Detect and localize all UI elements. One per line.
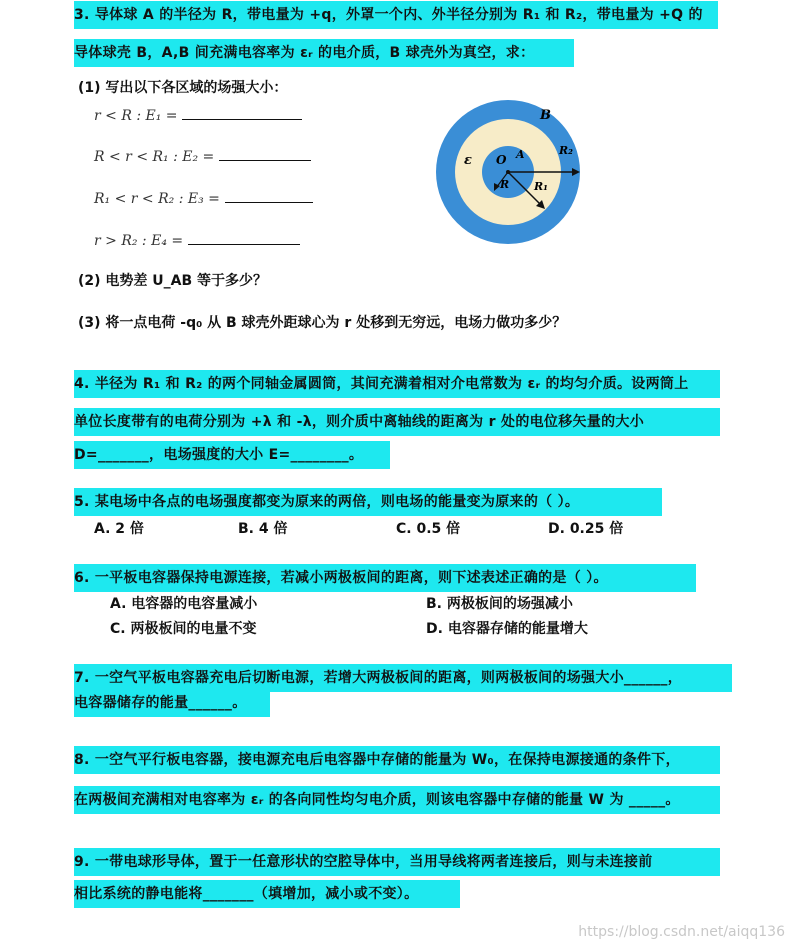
- answer-blank[interactable]: [219, 146, 311, 161]
- sphere-figure: [428, 92, 588, 252]
- q3-field-2: [94, 146, 311, 168]
- q3-field-1: [94, 105, 302, 127]
- q9-line2: 相比系统的静电能将_______（填增加，减小或不变）。: [74, 880, 460, 908]
- q5-option-d[interactable]: D. 0.25 倍: [548, 521, 624, 537]
- q7-line2: 电容器储存的能量______。: [74, 689, 270, 717]
- fig-label-R2: R₂: [559, 144, 573, 157]
- fig-label-O: O: [496, 153, 507, 167]
- q9-line1: 9. 一带电球形导体，置于一任意形状的空腔导体中，当用导线将两者连接后，则与未连接前: [74, 848, 720, 876]
- q3-field-1-label: r < R : E₁ =: [94, 108, 178, 124]
- q7-line1: 7. 一空气平板电容器充电后切断电源，若增大两极板间的距离，则两极板间的场强大小______，: [74, 664, 732, 692]
- q5-option-c[interactable]: C. 0.5 倍: [396, 521, 461, 537]
- answer-blank[interactable]: [225, 188, 313, 203]
- q4-line1: 4. 半径为 R₁ 和 R₂ 的两个同轴金属圆筒，其间充满着相对介电常数为 εᵣ 的均匀介质。设两筒上: [74, 370, 720, 398]
- q6-option-d[interactable]: D. 电容器存储的能量增大: [426, 621, 588, 637]
- q3-field-3-label: R₁ < r < R₂ : E₃ =: [94, 191, 220, 207]
- q3-field-3: [94, 188, 313, 210]
- q6-option-c[interactable]: C. 两极板间的电量不变: [110, 621, 257, 637]
- fig-label-eps: ε: [464, 153, 472, 168]
- q8-line2: 在两极间充满相对电容率为 εᵣ 的各向同性均匀电介质，则该电容器中存储的能量 W 为 _____。: [74, 786, 720, 814]
- q4-line3: D=_______，电场强度的大小 E=________。: [74, 441, 390, 469]
- q3-part3: (3) 将一点电荷 -q₀ 从 B 球壳外距球心为 r 处移到无穷远，电场力做功多少？: [78, 315, 567, 331]
- q8-line1: 8. 一空气平行板电容器，接电源充电后电容器中存储的能量为 W₀，在保持电源接通的条件下，: [74, 746, 720, 774]
- q5-option-a[interactable]: A. 2 倍: [94, 521, 144, 537]
- q6-option-a[interactable]: A. 电容器的电容量减小: [110, 596, 258, 612]
- q6-stem: 6. 一平板电容器保持电源连接，若减小两极板间的距离，则下述表述正确的是（ ）。: [74, 564, 696, 592]
- fig-label-R1: R₁: [534, 180, 548, 193]
- watermark: https://blog.csdn.net/aiqq136: [578, 924, 785, 940]
- q3-part2: (2) 电势差 U_AB 等于多少？: [78, 273, 268, 289]
- answer-blank[interactable]: [188, 230, 300, 245]
- q3-line1: 3. 导体球 A 的半径为 R，带电量为 +q，外罩一个内、外半径分别为 R₁ 和 R₂，带电量为 +Q 的: [74, 1, 718, 29]
- q3-part1: (1) 写出以下各区域的场强大小：: [78, 80, 288, 96]
- fig-label-R: R: [500, 178, 510, 191]
- fig-label-B: B: [540, 108, 551, 123]
- q6-option-b[interactable]: B. 两极板间的场强减小: [426, 596, 573, 612]
- answer-blank[interactable]: [182, 105, 302, 120]
- q5-option-b[interactable]: B. 4 倍: [238, 521, 288, 537]
- fig-label-A: A: [516, 148, 525, 161]
- q4-line2: 单位长度带有的电荷分别为 +λ 和 -λ，则介质中离轴线的距离为 r 处的电位移矢量的大小: [74, 408, 720, 436]
- q3-field-2-label: R < r < R₁ : E₂ =: [94, 149, 215, 165]
- q5-stem: 5. 某电场中各点的电场强度都变为原来的两倍，则电场的能量变为原来的（ ）。: [74, 488, 662, 516]
- q3-line2: 导体球壳 B，A,B 间充满电容率为 εᵣ 的电介质，B 球壳外为真空，求：: [74, 39, 574, 67]
- q3-field-4-label: r > R₂ : E₄ =: [94, 233, 184, 249]
- q3-field-4: [94, 230, 300, 252]
